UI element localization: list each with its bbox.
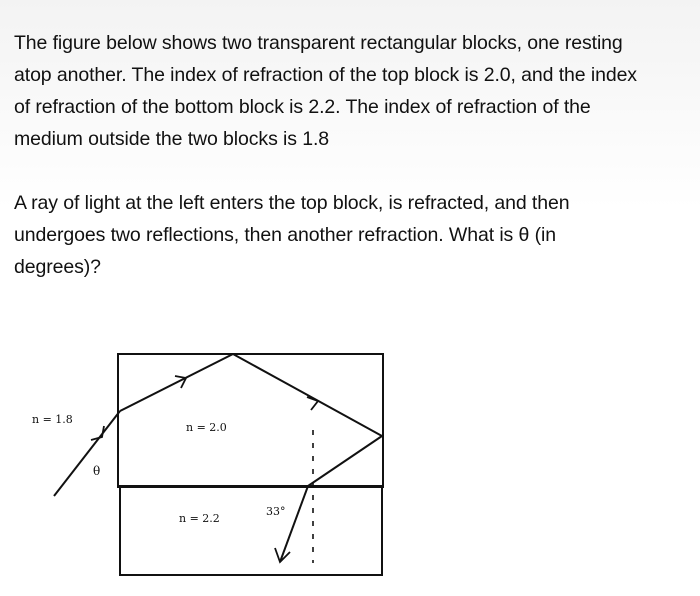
question-line: atop another. The index of refraction of the top block is 2.0, and the index: [14, 64, 637, 86]
top-block: [118, 354, 383, 487]
incident-ray-arrowhead: [91, 426, 104, 440]
outside-index-label: n = 1.8: [32, 413, 73, 426]
question-line: medium outside the two blocks is 1.8: [14, 128, 330, 150]
theta-label: θ: [93, 464, 101, 478]
question-line: degrees)?: [14, 256, 101, 278]
question-line: undergoes two reflections, then another refraction. What is θ (in: [14, 224, 556, 246]
refraction-angle-label: 33°: [266, 505, 286, 518]
bottom-block-index-label: n = 2.2: [179, 512, 220, 525]
question-line: of refraction of the bottom block is 2.2. The index of refraction of the: [14, 96, 591, 118]
refracted-ray-2: [280, 486, 308, 562]
top-block-index-label: n = 2.0: [186, 421, 227, 434]
refracted-ray-1: [120, 354, 233, 411]
reflected-ray-1: [233, 354, 382, 436]
bottom-block: [120, 486, 382, 575]
reflected-ray-2: [308, 436, 382, 486]
question-line: A ray of light at the left enters the top block, is refracted, and then: [14, 192, 570, 214]
question-line: The figure below shows two transparent rectangular blocks, one resting: [14, 32, 623, 54]
